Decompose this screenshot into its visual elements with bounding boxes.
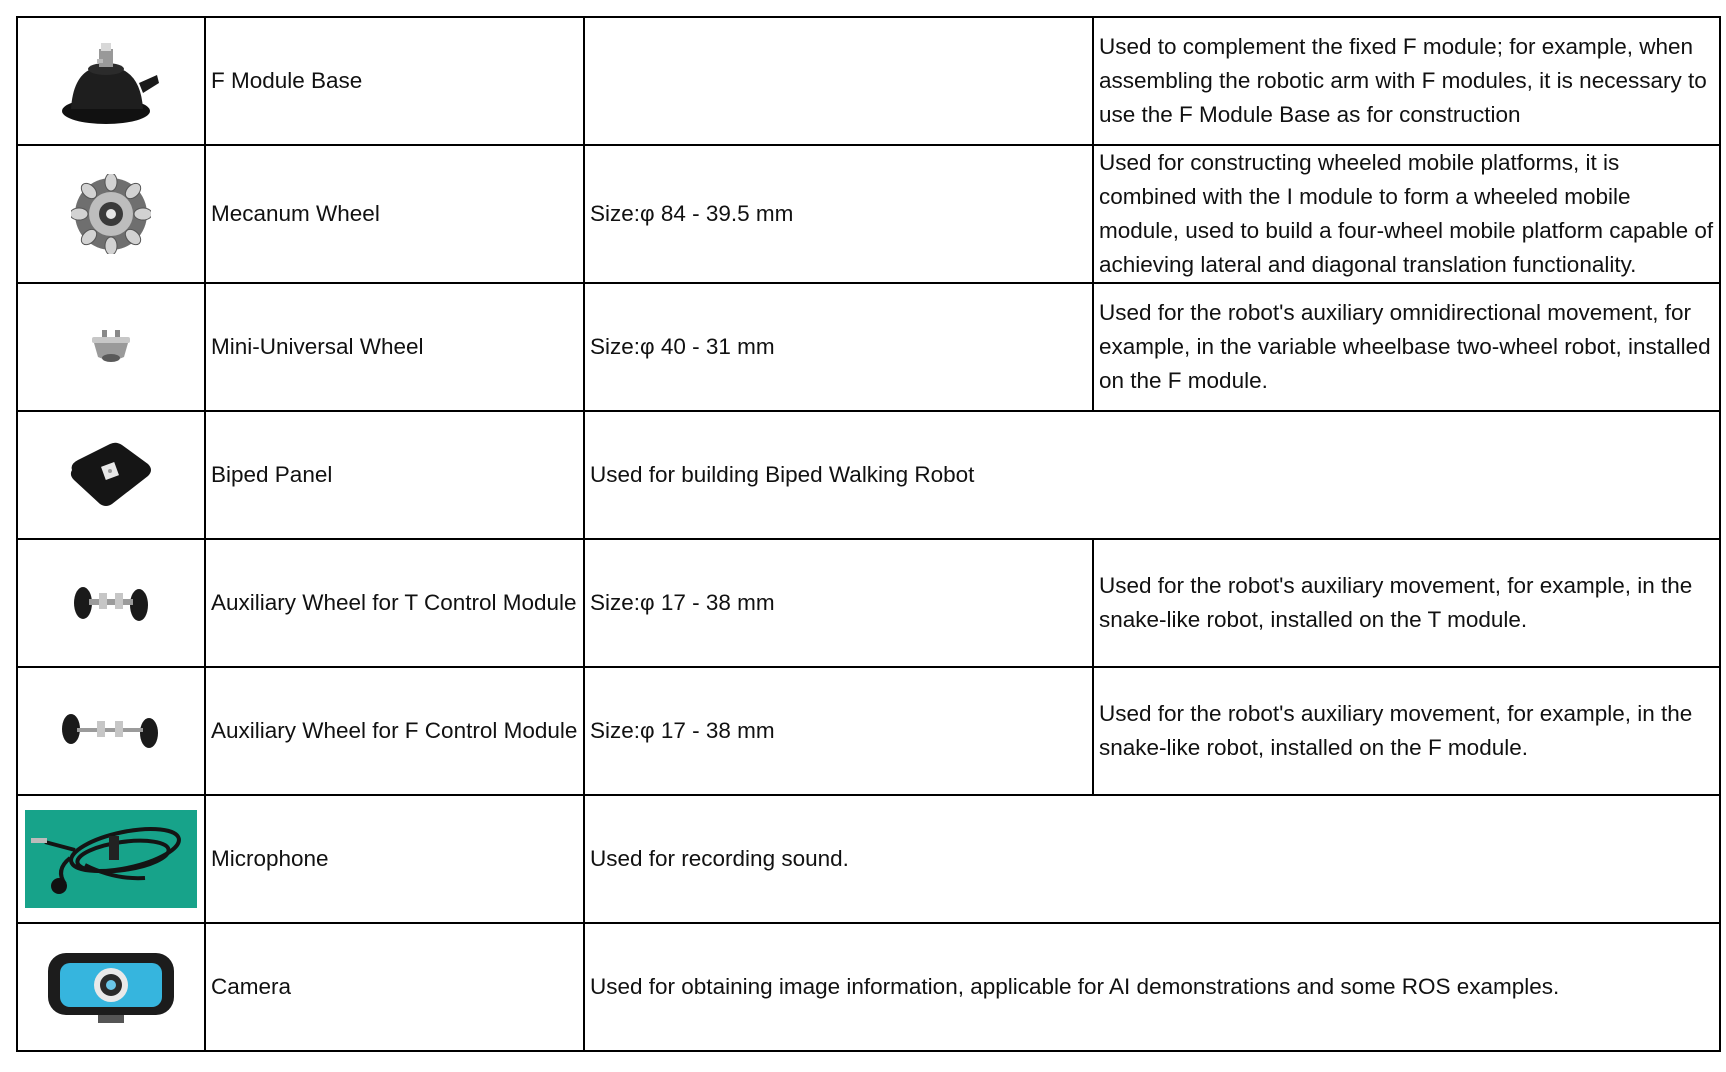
part-size: Size:φ 17 - 38 mm	[584, 539, 1093, 667]
part-name: Microphone	[205, 795, 584, 923]
part-description: Used for recording sound.	[584, 795, 1720, 923]
image-cell	[17, 411, 205, 539]
table-row	[17, 145, 1720, 283]
f-module-base-icon	[61, 31, 161, 131]
part-description: Used for the robot's auxiliary movement, for example, in the snake-like robot, installed on the F module.	[1093, 667, 1720, 795]
mecanum-wheel-icon	[71, 174, 151, 254]
part-description: Used for obtaining image information, applicable for AI demonstrations and some ROS examples.	[584, 923, 1720, 1051]
image-cell	[17, 795, 205, 923]
part-name: Camera	[205, 923, 584, 1051]
part-description: Used for the robot's auxiliary omnidirectional movement, for example, in the variable wheelbase two-wheel robot, installed on the F module.	[1093, 283, 1720, 411]
mini-universal-wheel-icon	[86, 327, 136, 367]
image-cell	[17, 145, 205, 283]
part-size: Size:φ 17 - 38 mm	[584, 667, 1093, 795]
table-row	[17, 667, 1720, 795]
part-description: Used to complement the fixed F module; for example, when assembling the robotic arm with F modules, it is necessary to use the F Module Base as for construction	[1093, 17, 1720, 145]
image-cell	[17, 17, 205, 145]
auxiliary-wheel-f-icon	[61, 711, 161, 751]
parts-table	[16, 16, 1721, 1052]
microphone-icon	[25, 810, 197, 908]
part-name: Mini-Universal Wheel	[205, 283, 584, 411]
camera-icon	[46, 949, 176, 1025]
part-size	[584, 17, 1093, 145]
part-name: Auxiliary Wheel for T Control Module	[205, 539, 584, 667]
image-cell	[17, 539, 205, 667]
biped-panel-icon	[66, 440, 156, 510]
part-name: Auxiliary Wheel for F Control Module	[205, 667, 584, 795]
part-name: Biped Panel	[205, 411, 584, 539]
table-row	[17, 795, 1720, 923]
table-row	[17, 17, 1720, 145]
table-row	[17, 923, 1720, 1051]
image-cell	[17, 923, 205, 1051]
part-description: Used for the robot's auxiliary movement, for example, in the snake-like robot, installed on the T module.	[1093, 539, 1720, 667]
image-cell	[17, 283, 205, 411]
table-row	[17, 411, 1720, 539]
part-size: Size:φ 84 - 39.5 mm	[584, 145, 1093, 283]
table-row	[17, 539, 1720, 667]
part-description: Used for building Biped Walking Robot	[584, 411, 1720, 539]
part-size: Size:φ 40 - 31 mm	[584, 283, 1093, 411]
image-cell	[17, 667, 205, 795]
table-row	[17, 283, 1720, 411]
part-name: Mecanum Wheel	[205, 145, 584, 283]
part-name: F Module Base	[205, 17, 584, 145]
auxiliary-wheel-t-icon	[71, 583, 151, 623]
part-description: Used for constructing wheeled mobile platforms, it is combined with the I module to form a wheeled mobile module, used to build a four-wheel mobile platform capable of achieving lateral and diagonal translation functionality.	[1093, 145, 1720, 283]
